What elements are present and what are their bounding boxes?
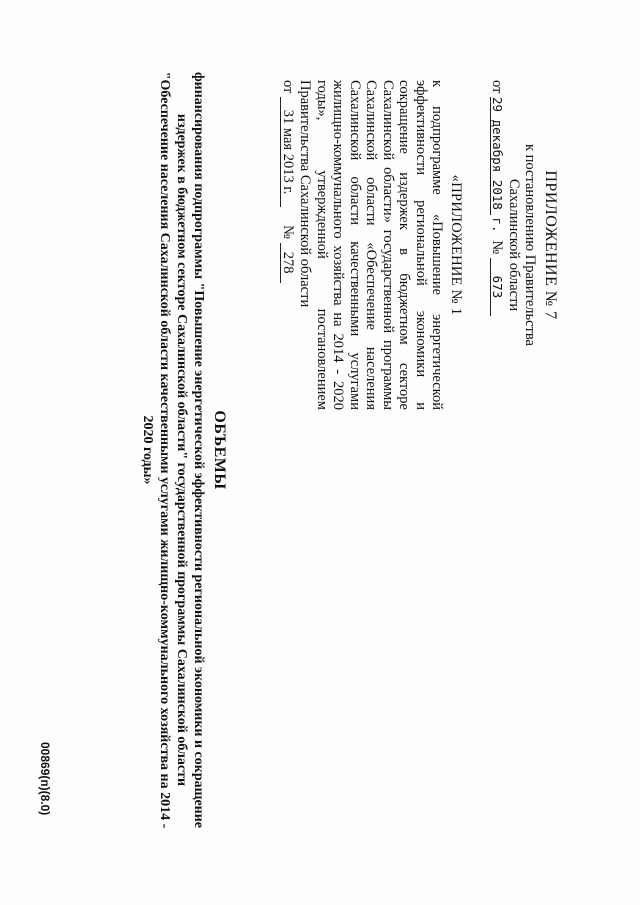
decree-date-value: 31 мая 2013 г. xyxy=(280,97,295,207)
document-code: 00869(п)(8.0) xyxy=(38,742,52,816)
appendix-date-value: 29 декабря 2018 г. xyxy=(490,97,506,233)
heading-title: ОБЪЕМЫ xyxy=(211,410,228,490)
decree-title: «ПРИЛОЖЕНИЕ № 1 xyxy=(448,174,464,316)
decree-body xyxy=(297,80,446,410)
decree-number-value: 278 xyxy=(280,243,295,283)
appendix-date-line xyxy=(489,80,506,410)
appendix-from-label: от xyxy=(489,80,506,94)
document-heading xyxy=(139,70,228,830)
decree-number-label: № xyxy=(280,225,296,239)
appendix-line-2: Сахалинской области xyxy=(506,178,522,312)
appendix-line-1: к постановлению Правительства xyxy=(522,144,539,346)
decree-block xyxy=(280,80,465,410)
decree-body-text: к подпрограмме «Повышение энергетической эффективности региональной экономики и сокращение издержек в бюджетном секторе Сахалинской области» государственной программы Сахалинской области «Обеспечение населения Сахалинской области качественными услугами жилищно-коммунального хозяйства на 2014 - 2020 годы», утвержденной постановлением Правительства Сахалинской области xyxy=(297,80,446,410)
appendix-block xyxy=(489,80,558,410)
appendix-title: ПРИЛОЖЕНИЕ № 7 xyxy=(542,170,559,320)
decree-date-line xyxy=(280,80,297,410)
heading-subtitle: финансирования подпрограммы "Повышение энергетической эффективности региональной экономики и сокращение издержек в бюджетном секторе Сахалинской области" государственной программы Сахалинской области "Обеспечение населения Сахалинской области качественными услугами жилищно-коммунального хозяйства на 2014 - 2020 годы» xyxy=(140,71,206,829)
decree-from-label: от xyxy=(280,80,296,94)
appendix-number-value: 673 xyxy=(491,258,505,316)
appendix-number-label: № xyxy=(489,240,506,255)
